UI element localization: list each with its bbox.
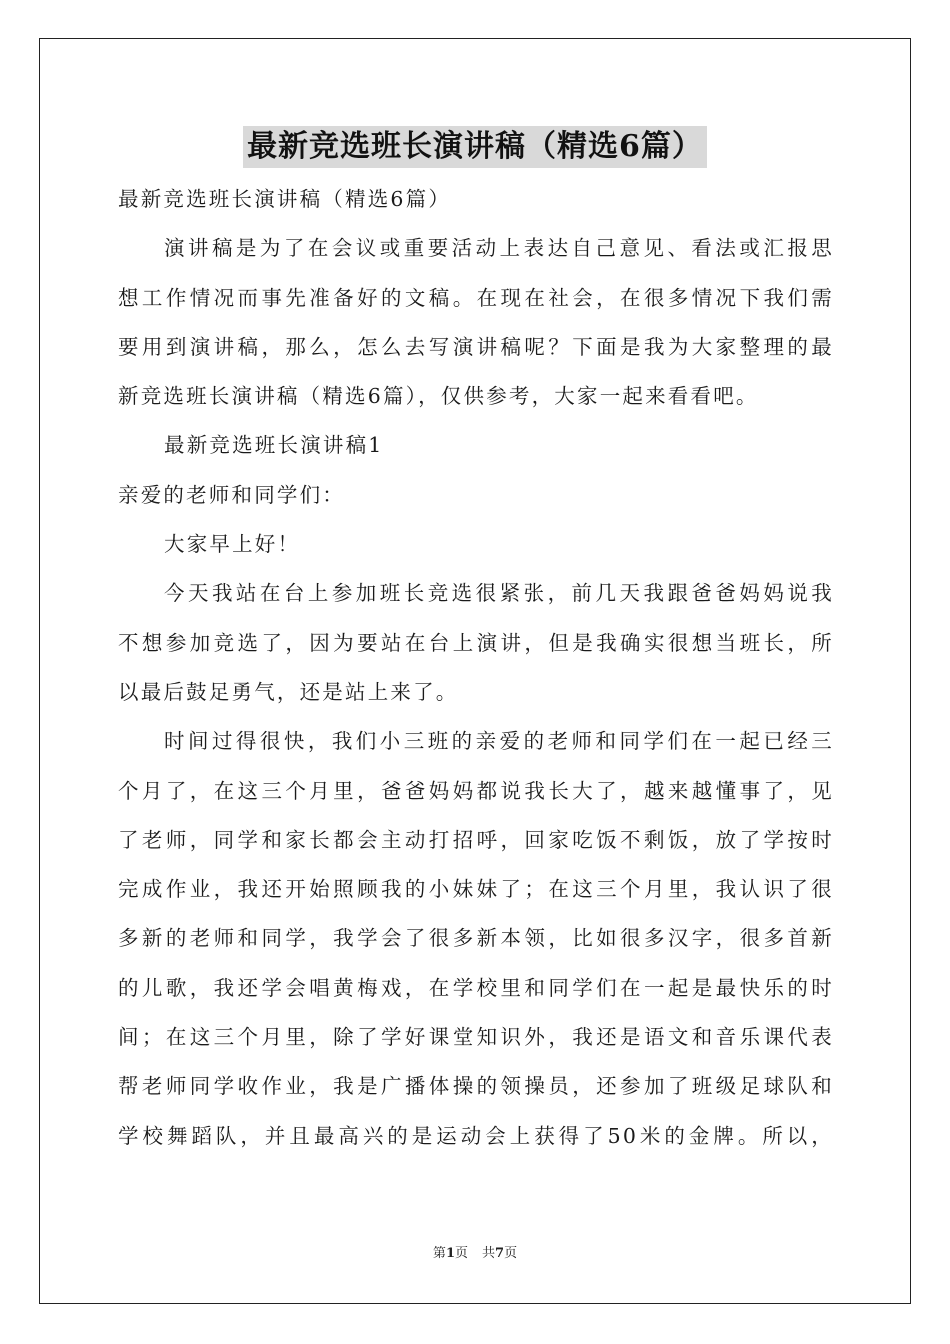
text-line: 不想参加竞选了，因为要站在台上演讲，但是我确实很想当班长，所 — [118, 630, 834, 655]
current-page-number: 1 — [445, 1246, 455, 1261]
title-area — [0, 126, 950, 168]
text-line: 间；在这三个月里，除了学好课堂知识外，我还是语文和音乐课代表 — [118, 1025, 834, 1050]
text-line: 时间过得很快，我们小三班的亲爱的老师和同学们在一起已经三 — [164, 729, 834, 754]
text-line: 亲爱的老师和同学们： — [118, 482, 345, 507]
text-line: 了老师，同学和家长都会主动打招呼，回家吃饭不剩饭，放了学按时 — [118, 827, 834, 852]
text-line: 个月了，在这三个月里，爸爸妈妈都说我长大了，越来越懂事了，见 — [118, 778, 834, 803]
total-prefix: 共 — [482, 1246, 496, 1261]
document-body — [118, 175, 834, 1161]
page-footer — [0, 1245, 950, 1263]
text-line: 帮老师同学收作业，我是广播体操的领操员，还参加了班级足球队和 — [118, 1074, 834, 1099]
text-line: 今天我站在台上参加班长竞选很紧张，前几天我跟爸爸妈妈说我 — [164, 581, 834, 606]
text-line: 想工作情况而事先准备好的文稿。在现在社会，在很多情况下我们需 — [118, 285, 834, 310]
text-line: 要用到演讲稿，那么，怎么去写演讲稿呢？下面是我为大家整理的最 — [118, 334, 834, 359]
page-prefix: 第 — [432, 1246, 446, 1261]
page-suffix: 页 — [454, 1246, 468, 1261]
text-line: 大家早上好！ — [164, 532, 301, 557]
text-line: 完成作业，我还开始照顾我的小妹妹了；在这三个月里，我认识了很 — [118, 877, 834, 902]
document-title: 最新竞选班长演讲稿（精选6篇） — [243, 126, 707, 168]
text-line: 多新的老师和同学，我学会了很多新本领，比如很多汉字，很多首新 — [118, 926, 834, 951]
text-line: 新竞选班长演讲稿（精选6篇），仅供参考，大家一起来看看吧。 — [118, 384, 759, 409]
total-suffix: 页 — [504, 1246, 518, 1261]
text-line: 的儿歌，我还学会唱黄梅戏，在学校里和同学们在一起是最快乐的时 — [118, 975, 834, 1000]
text-line: 最新竞选班长演讲稿1 — [164, 433, 384, 458]
text-line: 最新竞选班长演讲稿（精选6篇） — [118, 187, 452, 211]
total-page-number: 7 — [495, 1246, 505, 1261]
text-line: 学校舞蹈队，并且最高兴的是运动会上获得了50米的金牌。所以， — [118, 1123, 834, 1148]
text-line: 以最后鼓足勇气，还是站上来了。 — [118, 679, 459, 704]
text-line: 演讲稿是为了在会议或重要活动上表达自己意见、看法或汇报思 — [164, 236, 834, 261]
